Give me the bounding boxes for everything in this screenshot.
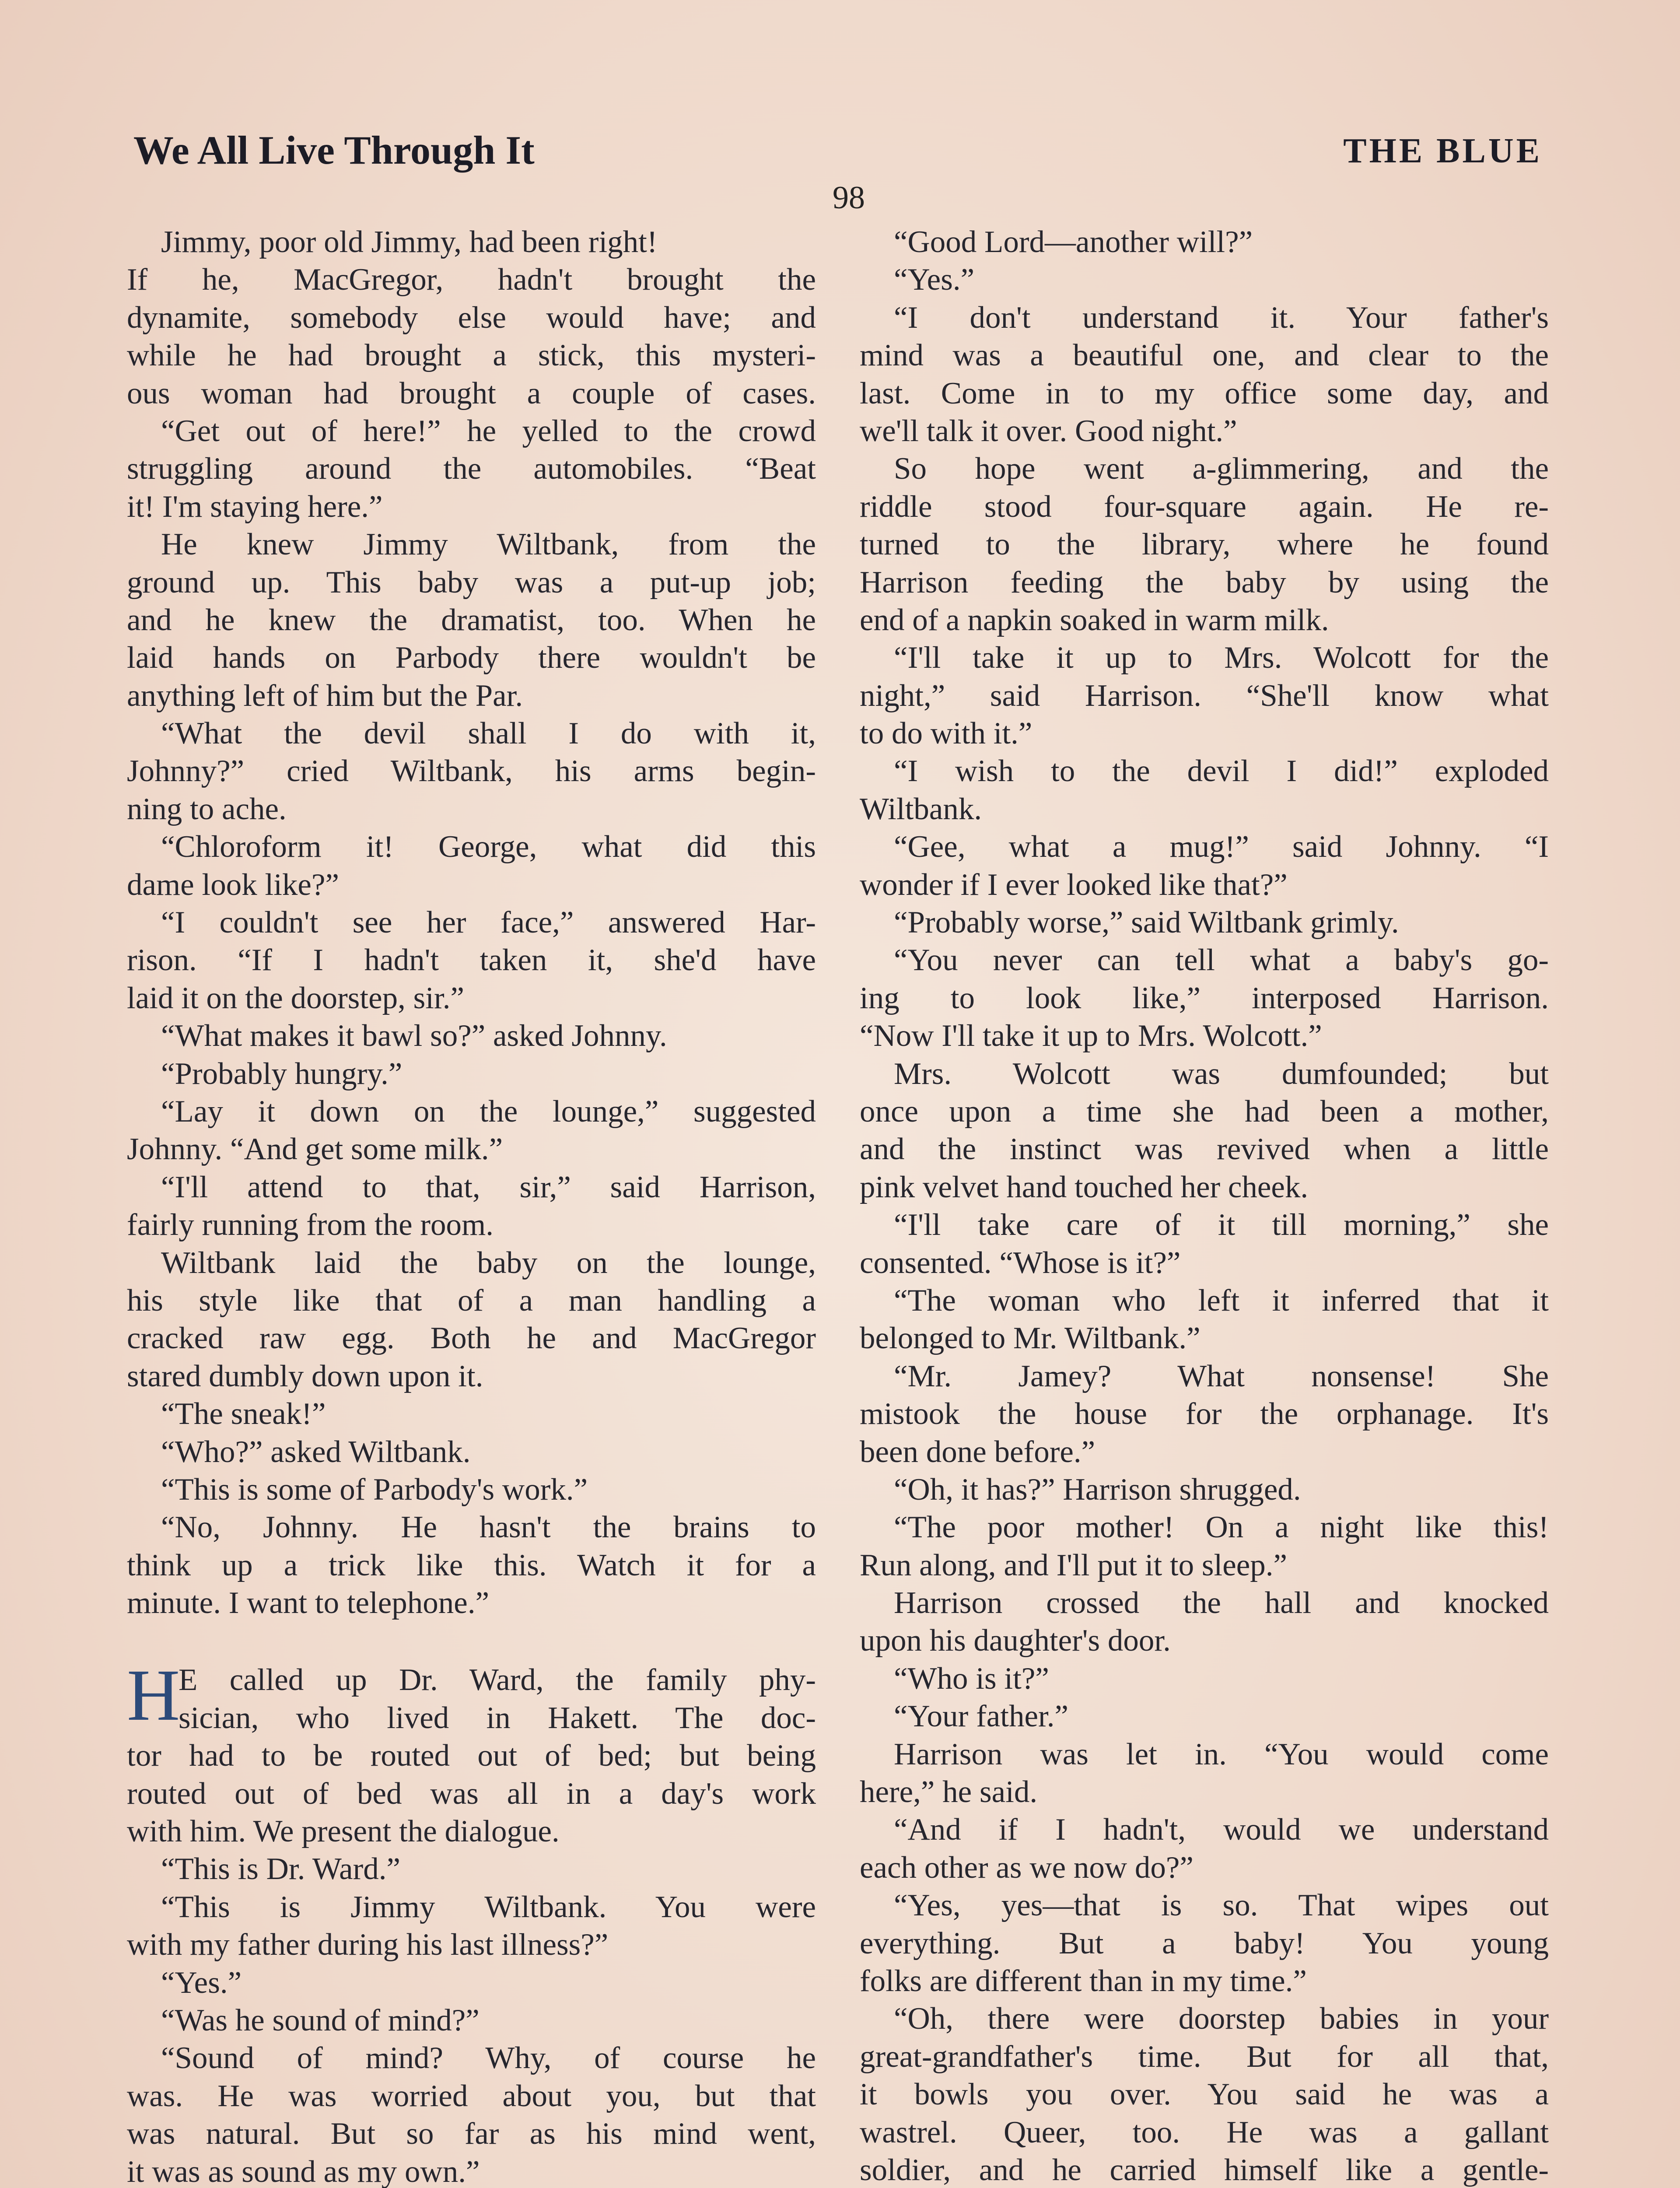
text-line-content: “I wish to the devil I did!” exploded (894, 754, 1549, 789)
text-line-content: “I don't understand it. Your father's (894, 300, 1549, 335)
text-line-content: each other as we now do?” (860, 1850, 1194, 1885)
text-line-content: Johnny?” cried Wiltbank, his arms begin- (127, 754, 816, 789)
text-line-content: stared dumbly down upon it. (127, 1359, 483, 1393)
text-line-content: “Get out of here!” he yelled to the crowd (161, 414, 816, 448)
text-line (127, 979, 816, 1017)
text-line (127, 223, 816, 261)
text-line-content: fairly running from the room. (127, 1208, 494, 1242)
text-line (860, 2038, 1549, 2076)
text-line-content: “I'll attend to that, sir,” said Harrison, (161, 1170, 816, 1204)
text-line (860, 639, 1549, 677)
text-line (860, 1849, 1549, 1886)
text-line-content: “This is Jimmy Wiltbank. You were (161, 1890, 816, 1924)
text-line-content: Harrison crossed the hall and knocked (894, 1586, 1549, 1620)
text-line (127, 1357, 816, 1395)
text-line (127, 1584, 816, 1622)
text-line-content: think up a trick like this. Watch it for a (127, 1548, 816, 1582)
text-line-content: mistook the house for the orphanage. It's (860, 1397, 1549, 1431)
text-line (860, 1925, 1549, 1962)
text-column-left (127, 223, 816, 2188)
text-line (127, 1282, 816, 1319)
text-line-content: Wiltbank. (860, 792, 982, 826)
text-line-content: laid hands on Parbody there wouldn't be (127, 641, 816, 675)
text-line (127, 1471, 816, 1508)
text-line-content: “Chloroform it! George, what did this (161, 830, 816, 864)
text-line-content: Johnny. “And get some milk.” (127, 1132, 503, 1167)
text-line-content: “Lay it down on the lounge,” suggested (161, 1094, 816, 1129)
text-line-content: folks are different than in my time.” (860, 1964, 1307, 1998)
text-line-content: Harrison was let in. “You would come (894, 1737, 1549, 1771)
text-line-content: it was as sound as my own.” (127, 2154, 480, 2188)
text-line (127, 677, 816, 715)
text-line-content: If he, MacGregor, hadn't brought the (127, 263, 816, 297)
text-line (860, 1206, 1549, 1244)
text-line (127, 450, 816, 487)
text-line-content: anything left of him but the Par. (127, 678, 523, 713)
text-line-content: “What makes it bawl so?” asked Johnny. (161, 1019, 667, 1053)
section-break (127, 1622, 816, 1661)
text-line (860, 1622, 1549, 1659)
text-line (860, 2076, 1549, 2113)
text-line-content: “Now I'll take it up to Mrs. Wolcott.” (860, 1019, 1322, 1053)
text-line-content: ing to look like,” interposed Harrison. (860, 981, 1549, 1015)
text-line (860, 1546, 1549, 1584)
text-line-content: “Your father.” (894, 1699, 1068, 1734)
text-line (127, 639, 816, 677)
text-line (860, 261, 1549, 298)
text-line-content: rison. “If I hadn't taken it, she'd have (127, 943, 816, 978)
text-line (127, 2077, 816, 2115)
text-line (127, 1813, 816, 1850)
text-line (860, 828, 1549, 866)
text-column-right (860, 223, 1549, 2188)
text-line (860, 1357, 1549, 1395)
text-line (860, 526, 1549, 563)
text-line-content: “This is some of Parbody's work.” (161, 1472, 588, 1507)
text-line-content: dame look like?” (127, 867, 339, 902)
text-line (127, 2115, 816, 2153)
text-line-content: E called up Dr. Ward, the family phy- (178, 1663, 816, 1697)
text-line-content: “The sneak!” (161, 1397, 326, 1431)
text-line-content: night,” said Harrison. “She'll know what (860, 678, 1549, 713)
text-line-content: minute. I want to telephone.” (127, 1586, 490, 1620)
text-line-content: was. He was worried about you, but that (127, 2079, 816, 2113)
text-line (860, 1130, 1549, 1168)
text-line-content: “The woman who left it inferred that it (894, 1283, 1549, 1318)
page-number: 98 (833, 180, 865, 216)
text-line-content: been done before.” (860, 1434, 1096, 1469)
text-line (860, 1433, 1549, 1471)
text-line-content: ground up. This baby was a put-up job; (127, 565, 816, 600)
text-line (127, 790, 816, 828)
text-line (127, 375, 816, 412)
text-line (860, 790, 1549, 828)
text-line-content: while he had brought a stick, this mysteri- (127, 338, 816, 373)
text-line (127, 526, 816, 563)
text-line (127, 904, 816, 941)
text-line-content: last. Come in to my office some day, and (860, 376, 1549, 410)
text-line-content: “Who?” asked Wiltbank. (161, 1434, 471, 1469)
text-line (127, 1546, 816, 1584)
text-line (127, 1888, 816, 1926)
text-line-content: “I'll take care of it till morning,” she (894, 1208, 1549, 1242)
text-line-content: “Who is it?” (894, 1661, 1049, 1696)
text-line (860, 1244, 1549, 1282)
text-line (860, 904, 1549, 941)
text-line (860, 1282, 1549, 1319)
text-line-content: “Probably worse,” said Wiltbank grimly. (894, 905, 1399, 940)
text-line-content: belonged to Mr. Wiltbank.” (860, 1321, 1200, 1356)
text-line (860, 375, 1549, 412)
text-line (127, 941, 816, 979)
text-line-content: mind was a beautiful one, and clear to the (860, 338, 1549, 373)
text-line-content: “Mr. Jamey? What nonsense! She (894, 1359, 1549, 1393)
text-line (860, 677, 1549, 715)
text-line-content: “Probably hungry.” (161, 1056, 402, 1091)
text-line-content: and the instinct was revived when a little (860, 1132, 1549, 1167)
text-line-content: “Oh, it has?” Harrison shrugged. (894, 1472, 1301, 1507)
text-line (860, 1584, 1549, 1622)
text-line-content: end of a napkin soaked in warm milk. (860, 603, 1329, 637)
text-line-content: struggling around the automobiles. “Beat (127, 452, 816, 486)
text-line (127, 1775, 816, 1813)
text-line-content: everything. But a baby! You young (860, 1926, 1549, 1960)
text-line (860, 1660, 1549, 1697)
magazine-name: THE BLUE (1343, 132, 1542, 170)
text-line (860, 1811, 1549, 1848)
text-line-content: cracked raw egg. Both he and MacGregor (127, 1321, 816, 1356)
text-line-content: great-grandfather's time. But for all that, (860, 2039, 1549, 2074)
text-line-content: it! I'm staying here.” (127, 489, 383, 524)
text-line (127, 601, 816, 639)
text-line (127, 1319, 816, 1357)
text-line (127, 412, 816, 450)
text-line-content: dynamite, somebody else would have; and (127, 300, 816, 335)
text-line (860, 488, 1549, 526)
text-line-content: sician, who lived in Hakett. The doc- (178, 1701, 816, 1735)
text-line (860, 2000, 1549, 2037)
text-line (860, 2114, 1549, 2151)
text-line (860, 752, 1549, 790)
text-line (127, 488, 816, 526)
text-line (860, 337, 1549, 374)
text-line-content: tor had to be routed out of bed; but being (127, 1739, 816, 1773)
text-line-content: we'll talk it over. Good night.” (860, 414, 1237, 448)
text-line-content: “I couldn't see her face,” answered Har- (161, 905, 816, 940)
text-line (127, 261, 816, 298)
text-line-content: his style like that of a man handling a (127, 1283, 816, 1318)
text-line-content: once upon a time she had been a mother, (860, 1094, 1549, 1129)
text-line-content: ning to ache. (127, 792, 287, 826)
text-line (127, 2153, 816, 2188)
text-line (860, 1395, 1549, 1433)
text-line (127, 1017, 816, 1055)
text-line (127, 1737, 816, 1774)
text-line (127, 828, 816, 866)
text-line (860, 1962, 1549, 2000)
text-line (860, 715, 1549, 752)
text-line (860, 1017, 1549, 1055)
text-line (127, 1926, 816, 1964)
text-line (127, 1130, 816, 1168)
text-line-content: and he knew the dramatist, too. When he (127, 603, 816, 637)
text-line (127, 1093, 816, 1130)
text-line (860, 2151, 1549, 2188)
text-line (860, 564, 1549, 601)
text-line (860, 1697, 1549, 1735)
text-line-content: “What the devil shall I do with it, (161, 716, 816, 751)
text-line-content: Jimmy, poor old Jimmy, had been right! (161, 225, 658, 259)
text-line (860, 412, 1549, 450)
text-line (860, 1471, 1549, 1508)
text-line (127, 1850, 816, 1888)
text-line-content: “And if I hadn't, would we understand (894, 1813, 1549, 1847)
text-line-content: routed out of bed was all in a day's work (127, 1776, 816, 1811)
text-line-content: turned to the library, where he found (860, 527, 1549, 562)
text-line (860, 941, 1549, 979)
text-line-content: ous woman had brought a couple of cases. (127, 376, 816, 410)
text-line (127, 1206, 816, 1244)
text-line-content: it bowls you over. You said he was a (860, 2077, 1549, 2112)
text-line (127, 1055, 816, 1093)
text-line-content: “I'll take it up to Mrs. Wolcott for the (894, 641, 1549, 675)
text-line-content: soldier, and he carried himself like a gentle- (860, 2153, 1549, 2187)
text-line (860, 1168, 1549, 1206)
text-line-content: “Sound of mind? Why, of course he (161, 2041, 816, 2076)
text-line (127, 752, 816, 790)
text-line (860, 866, 1549, 904)
text-line-content: to do with it.” (860, 716, 1032, 751)
text-line (127, 1395, 816, 1433)
text-line-content: was natural. But so far as his mind went, (127, 2117, 816, 2151)
text-line (860, 223, 1549, 261)
text-line (127, 2039, 816, 2077)
text-line (127, 1508, 816, 1546)
text-line-content: Mrs. Wolcott was dumfounded; but (894, 1056, 1549, 1091)
text-line (127, 1168, 816, 1206)
text-line-content: “You never can tell what a baby's go- (894, 943, 1549, 978)
text-line-content: “Was he sound of mind?” (161, 2003, 480, 2037)
text-line-content: riddle stood four-square again. He re- (860, 489, 1549, 524)
text-line (860, 299, 1549, 337)
text-line (860, 1886, 1549, 1924)
text-line-content: with him. We present the dialogue. (127, 1814, 560, 1849)
text-line-content: Run along, and I'll put it to sleep.” (860, 1548, 1288, 1582)
text-line-content: consented. “Whose is it?” (860, 1245, 1181, 1280)
text-line-content: “No, Johnny. He hasn't the brains to (161, 1510, 816, 1545)
text-line-content: pink velvet hand touched her cheek. (860, 1170, 1309, 1204)
text-line (860, 1508, 1549, 1546)
text-line-content: “Yes, yes—that is so. That wipes out (894, 1888, 1549, 1923)
text-line-content: “Yes.” (894, 263, 975, 297)
text-line-content: He knew Jimmy Wiltbank, from the (161, 527, 816, 562)
text-line-content: So hope went a-glimmering, and the (894, 452, 1549, 486)
text-line-content: here,” he said. (860, 1775, 1038, 1809)
text-line-content: “This is Dr. Ward.” (161, 1852, 401, 1886)
text-line-content: “Oh, there were doorstep babies in your (894, 2002, 1549, 2036)
text-line-content: “Gee, what a mug!” said Johnny. “I (894, 830, 1549, 864)
text-line-content: laid it on the doorstep, sir.” (127, 981, 465, 1015)
text-line (127, 866, 816, 904)
text-line (860, 1773, 1549, 1811)
text-line (860, 601, 1549, 639)
drop-cap: H (127, 1655, 180, 1736)
text-line (860, 1093, 1549, 1130)
text-line (127, 564, 816, 601)
text-line-content: “Good Lord—another will?” (894, 225, 1253, 259)
text-line-content: “The poor mother! On a night like this! (894, 1510, 1549, 1545)
text-line-content: Harrison feeding the baby by using the (860, 565, 1549, 600)
text-line-content: wastrel. Queer, too. He was a gallant (860, 2115, 1549, 2149)
text-line (127, 1244, 816, 1282)
text-line (860, 979, 1549, 1017)
text-line (127, 337, 816, 374)
text-line (860, 450, 1549, 487)
text-line (127, 1699, 816, 1737)
text-line (127, 299, 816, 337)
text-line (127, 2002, 816, 2039)
text-line-content: with my father during his last illness?” (127, 1928, 609, 1962)
text-line (860, 1319, 1549, 1357)
text-line (860, 1055, 1549, 1093)
text-line (127, 1433, 816, 1471)
text-line-content: Wiltbank laid the baby on the lounge, (161, 1245, 816, 1280)
text-line-content: wonder if I ever looked like that?” (860, 867, 1288, 902)
text-line (127, 1964, 816, 2002)
text-line (127, 715, 816, 752)
text-line (860, 1736, 1549, 1773)
text-line-content: “Yes.” (161, 1965, 242, 2000)
text-line-content: upon his daughter's door. (860, 1623, 1171, 1658)
story-title: We All Live Through It (133, 128, 535, 172)
